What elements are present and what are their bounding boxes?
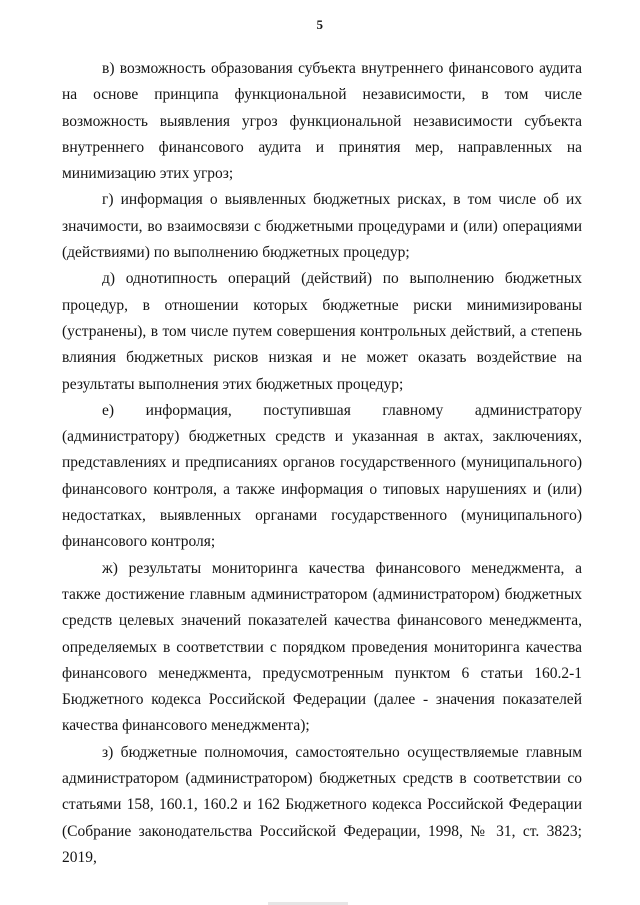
paragraph-zh: ж) результаты мониторинга качества финансового менеджмента, а также достижение главным администратором (администратором) бюджетных средств целевых значений показателей качества финансового менеджмента, определяемых в соответствии с порядком проведения мониторинга качества финансового менеджмента, предусмотренным пунктом 6 статьи 160.2-1 Бюджетного кодекса Российской Федерации (далее - значения показателей качества финансового менеджмента); <box>62 559 582 735</box>
paragraph-d: д) однотипность операций (действий) по выполнению бюджетных процедур, в отношении которых бюджетные риски минимизированы (устранены), в том числе путем совершения контрольных действий, а степень влияния бюджетных рисков низкая и не может оказать воздействие на результаты выполнения этих бюджетных процедур; <box>62 270 582 393</box>
page-number: 5 <box>316 17 324 32</box>
document-body <box>62 56 582 871</box>
paragraph-z: з) бюджетные полномочия, самостоятельно осуществляемые главным администратором (администратором) бюджетных средств в соответствии со статьями 158, 160.1, 160.2 и 162 Бюджетного кодекса Российской Федерации (Собрание законодательства Российской Федерации, 1998, № 31, ст. 3823; 2019, <box>62 743 582 866</box>
paragraph-v: в) возможность образования субъекта внутреннего финансового аудита на основе принципа функциональной независимости, в том числе возможность выявления угроз функциональной независимости субъекта внутреннего финансового аудита и принятия мер, направленных на минимизацию этих угроз; <box>62 60 582 183</box>
paragraph-e: е) информация, поступившая главному администратору (администратору) бюджетных средств и указанная в актах, заключениях, представлениях и предписаниях органов государственного (муниципального) финансового контроля, а также информация о типовых нарушениях и (или) недостатках, выявленных органами государственного (муниципального) финансового контроля; <box>62 401 582 551</box>
paragraph-g: г) информация о выявленных бюджетных рисках, в том числе об их значимости, во взаимосвязи с бюджетными процедурами и (или) операциями (действиями) по выполнению бюджетных процедур; <box>62 191 582 262</box>
